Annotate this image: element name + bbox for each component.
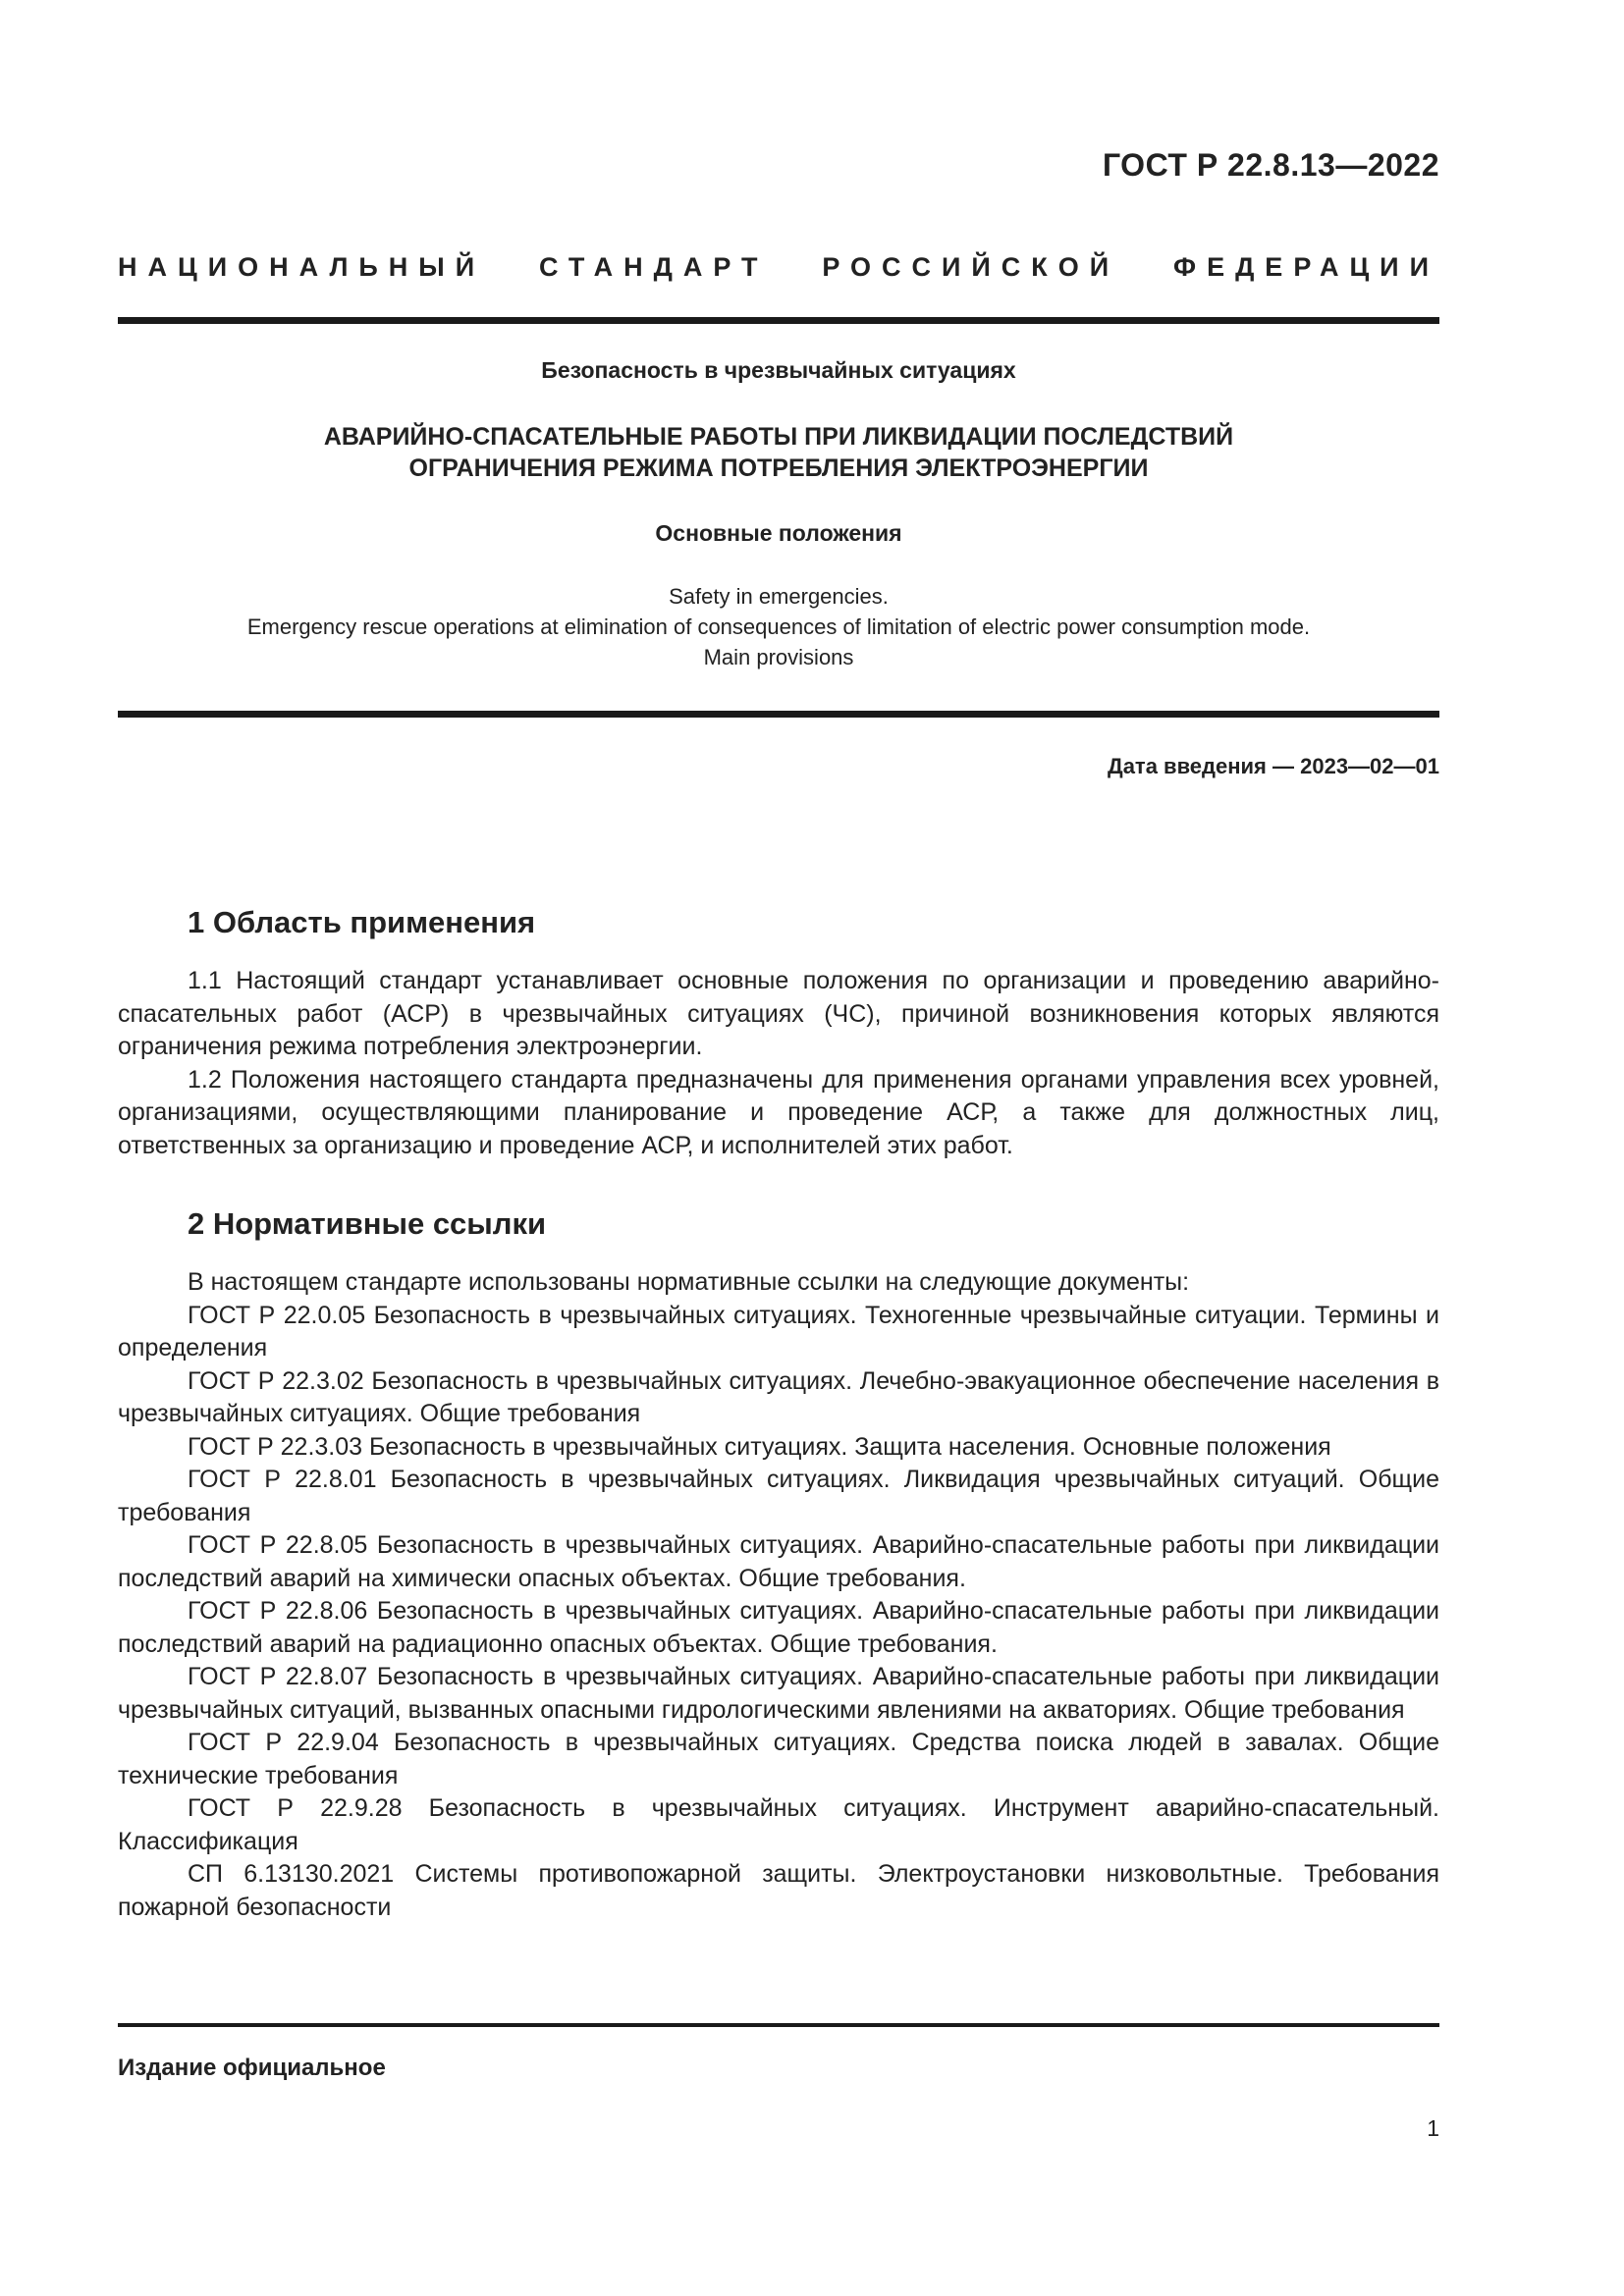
top-rule [118,317,1439,324]
main-title-line: АВАРИЙНО-СПАСАТЕЛЬНЫЕ РАБОТЫ ПРИ ЛИКВИДАЦИИ ПОСЛЕДСТВИЙ [323,423,1234,451]
reference-item: ГОСТ Р 22.8.06 Безопасность в чрезвычайных ситуациях. Аварийно-спасательные работы при ликвидации последствий аварий на радиационно опасных объектах. Общие требования. [118,1597,1439,1658]
page-number: 1 [1427,2115,1439,2141]
document-number: ГОСТ Р 22.8.13—2022 [1102,147,1439,183]
reference-item: ГОСТ Р 22.9.28 Безопасность в чрезвычайных ситуациях. Инструмент аварийно-спасательный. Классификация [118,1794,1439,1855]
english-title-line: Main provisions [703,645,854,669]
subtitle: Основные положения [655,520,902,546]
reference-item: СП 6.13130.2021 Системы противопожарной защиты. Электроустановки низковольтные. Требования пожарной безопасности [118,1860,1439,1921]
reference-item: ГОСТ Р 22.3.03 Безопасность в чрезвычайных ситуациях. Защита населения. Основные положения [188,1432,1331,1461]
reference-item: ГОСТ Р 22.8.07 Безопасность в чрезвычайных ситуациях. Аварийно-спасательные работы при ликвидации чрезвычайных ситуаций, вызванных опасными гидрологическими явлениями на акваториях. Общие требования [118,1663,1439,1724]
section-2-body [118,1266,1439,1924]
footer-rule [118,2023,1439,2027]
main-title-line: ОГРАНИЧЕНИЯ РЕЖИМА ПОТРЕБЛЕНИЯ ЭЛЕКТРОЭНЕРГИИ [408,454,1149,482]
standard-category: Безопасность в чрезвычайных ситуациях [541,357,1016,383]
section-heading: 1 Область применения [188,905,536,939]
section-1-body [118,965,1439,1162]
edition-label: Издание официальное [118,2055,386,2081]
english-title-line: Safety in emergencies. [669,584,889,609]
paragraph: В настоящем стандарте использованы нормативные ссылки на следующие документы: [188,1268,1190,1296]
paragraph: 1.1 Настоящий стандарт устанавливает основные положения по организации и проведению аварийно-спасательных работ (АСР) в чрезвычайных ситуациях (ЧС), причиной возникновения которых являются ограничения режима потребления электроэнергии. [118,967,1439,1060]
reference-item: ГОСТ Р 22.8.05 Безопасность в чрезвычайных ситуациях. Аварийно-спасательные работы при ликвидации последствий аварий на химически опасных объектах. Общие требования. [118,1531,1439,1592]
title-bottom-rule [118,711,1439,718]
reference-item: ГОСТ Р 22.0.05 Безопасность в чрезвычайных ситуациях. Техногенные чрезвычайные ситуации. Термины и определения [118,1301,1439,1362]
reference-item: ГОСТ Р 22.9.04 Безопасность в чрезвычайных ситуациях. Средства поиска людей в завалах. Общие технические требования [118,1729,1439,1789]
introduction-date: Дата введения — 2023—02—01 [1108,754,1439,778]
reference-item: ГОСТ Р 22.3.02 Безопасность в чрезвычайных ситуациях. Лечебно-эвакуационное обеспечение населения в чрезвычайных ситуациях. Общие требования [118,1366,1439,1427]
national-standard-title: НАЦИОНАЛЬНЫЙ СТАНДАРТ РОССИЙСКОЙ ФЕДЕРАЦИИ [118,252,1439,282]
reference-item: ГОСТ Р 22.8.01 Безопасность в чрезвычайных ситуациях. Ликвидация чрезвычайных ситуаций. Общие требования [118,1466,1439,1526]
main-title [118,421,1439,484]
english-title [118,581,1439,672]
paragraph: 1.2 Положения настоящего стандарта предназначены для применения органами управления всех уровней, организациями, осуществляющими планирование и проведение АСР, а также для должностных лиц, ответственных за организацию и проведение АСР, и исполнителей этих работ. [118,1065,1439,1159]
section-heading: 2 Нормативные ссылки [188,1206,547,1241]
english-title-line: Emergency rescue operations at elimination of consequences of limitation of electric power consumption mode. [246,614,1311,639]
